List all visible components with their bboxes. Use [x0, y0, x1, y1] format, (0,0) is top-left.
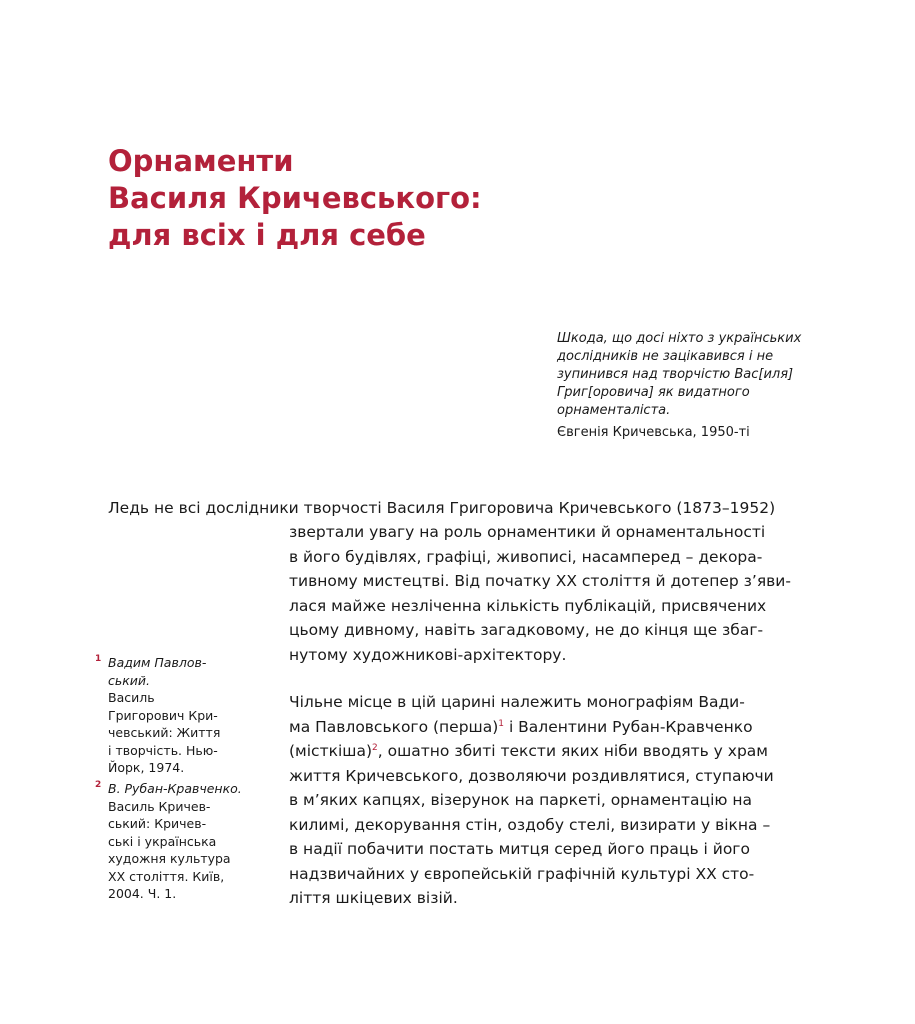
text-line: Чільне місце в цій царині належить монографіям Вади-: [289, 693, 745, 711]
text-fragment: і Валентини Рубан-Кравченко: [504, 717, 753, 736]
title-line-3: для всіх і для себе: [108, 218, 426, 252]
footnote-line: Йорк, 1974.: [108, 760, 185, 775]
text-line: надзвичайних у європейській графічній культурі ХХ сто-: [289, 864, 755, 883]
text-line: лася майже незліченна кількість публікацій, присвячених: [289, 596, 767, 615]
footnote-author: В. Рубан-Кравченко.: [108, 781, 242, 796]
footnote-author: Вадим Павлов-: [108, 655, 207, 670]
footnote-1: [95, 654, 265, 777]
lead-line: Ледь не всі дослідники творчості Василя Григоровича Кричевського (1873–1952): [108, 499, 776, 517]
text-line: звертали увагу на роль орнаментики й орнаментальності: [289, 523, 766, 541]
chapter-title: [108, 143, 482, 254]
footnote-line: [108, 654, 265, 672]
title-line-2: Василя Кричевського:: [108, 181, 482, 215]
epigraph-line: дослідників не зацікавився і не: [557, 349, 774, 364]
text-line: ліття шкіцевих візій.: [289, 889, 458, 907]
text-line: [289, 739, 849, 764]
footnote-body: [108, 654, 265, 777]
text-line: в м’яких капцях, візерунок на паркеті, орнаментацію на: [289, 791, 753, 809]
epigraph-line: зупинився над творчістю Вас[иля]: [557, 367, 794, 382]
footnote-number: 2: [95, 780, 102, 790]
footnote-ref-1[interactable]: 1: [498, 718, 505, 729]
footnote-line: і творчість. Нью-: [108, 742, 218, 758]
text-fragment: , ошатно збиті тексти яких ніби вводять у храм: [377, 742, 768, 760]
text-line: цьому дивному, навіть загадковому, не до кінця ще збаг-: [289, 621, 764, 639]
epigraph-line: Шкода, що досі ніхто з українських: [557, 331, 802, 346]
footnote-line: ські і українська: [108, 833, 217, 849]
footnote-line: чевський: Життя: [108, 725, 221, 740]
footnote-author: ський.: [108, 672, 151, 688]
text-line: життя Кричевського, дозволяючи роздивлятися, ступаючи: [289, 766, 774, 785]
text-line: тивному мистецтві. Від початку ХХ століття й дотепер з’яви-: [289, 572, 791, 590]
text-line: нутому художникові-архітектору.: [289, 645, 567, 664]
footnote-body: [108, 780, 265, 903]
footnote-line: [108, 780, 265, 798]
title-line-1: Орнаменти: [108, 144, 294, 178]
text-line: килимі, декорування стін, оздобу стелі, визирати у вікна –: [289, 815, 771, 834]
footnote-text: Василь: [108, 690, 155, 705]
text-fragment: (місткіша): [289, 742, 372, 760]
footnote-line: Григорович Кри-: [108, 707, 218, 723]
paragraph-1: [289, 520, 849, 667]
footnote-line: ський: Кричев-: [108, 816, 207, 831]
footnote-2: [95, 780, 265, 903]
text-fragment: ма Павловського (перша): [289, 717, 499, 736]
epigraph-quote: [557, 330, 857, 420]
footnote-line: 2004. Ч. 1.: [108, 886, 177, 901]
footnote-line: [108, 672, 265, 707]
epigraph: [557, 330, 857, 442]
footnote-number: 1: [95, 654, 102, 664]
epigraph-line: Григ[оровича] як видатного: [557, 385, 750, 400]
footnote-line: художня культура: [108, 851, 231, 866]
epigraph-line: орнаменталіста.: [557, 403, 671, 418]
paragraph-2: [289, 690, 849, 911]
footnote-line: ХХ століття. Київ,: [108, 868, 225, 884]
text-line: [289, 715, 849, 740]
epigraph-author: Євгенія Кричевська, 1950-ті: [557, 425, 750, 440]
footnote-ref-2[interactable]: 2: [372, 742, 378, 753]
text-line: в його будівлях, графіці, живописі, насамперед – декора-: [289, 547, 763, 566]
footnote-line: Василь Кричев-: [108, 798, 211, 814]
text-line: в надії побачити постать митця серед його праць і його: [289, 840, 750, 858]
